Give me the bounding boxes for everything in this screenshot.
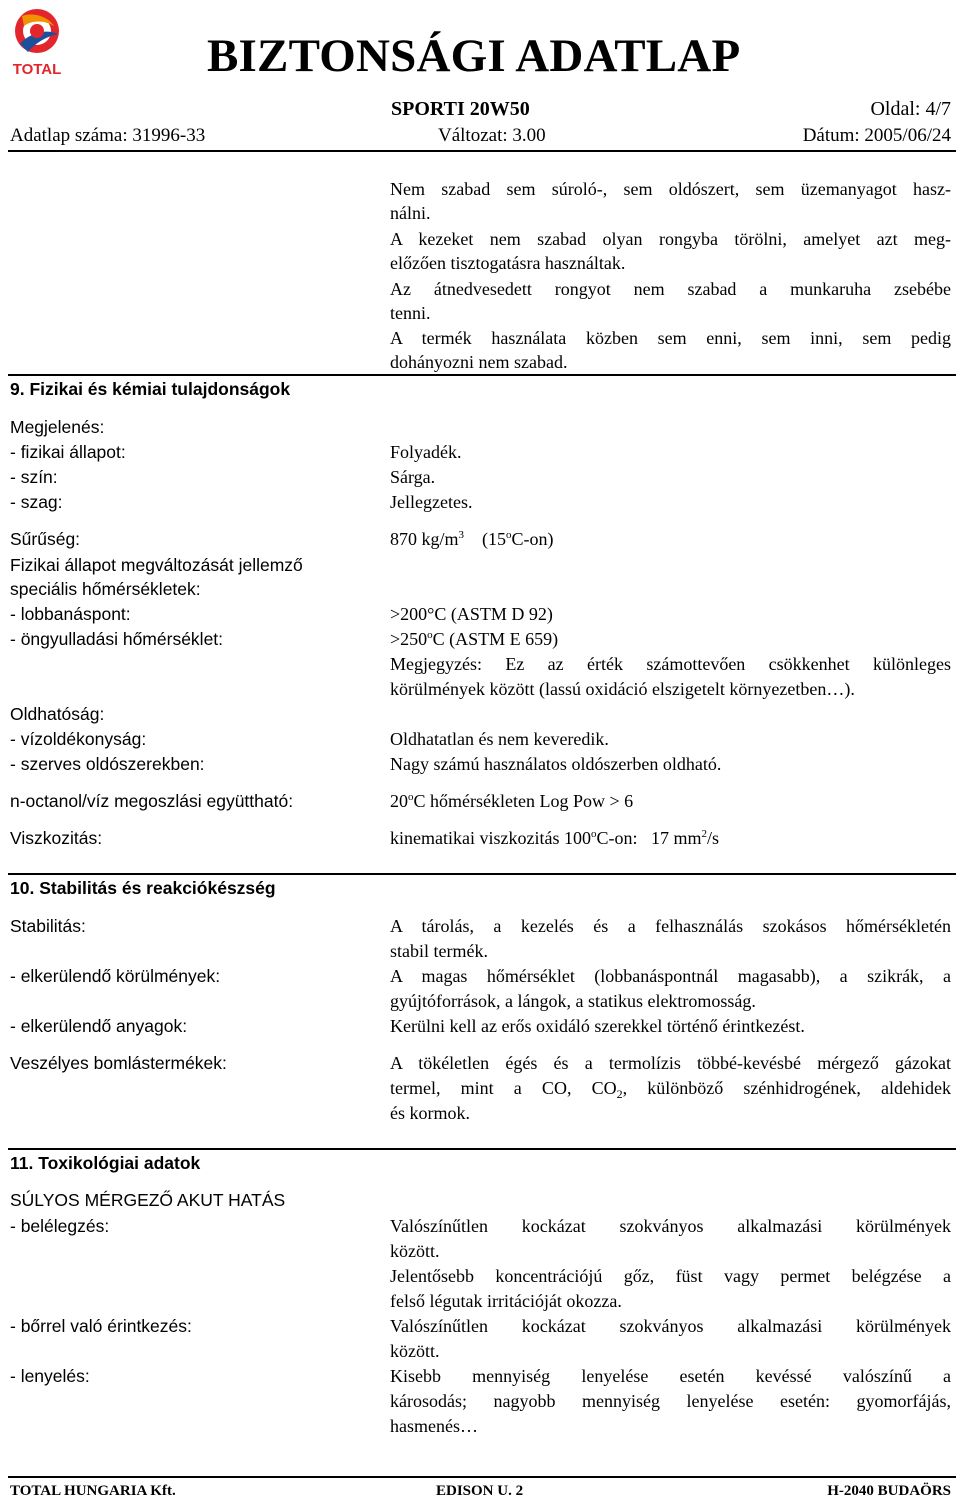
inhalation-label: - belélegzés: — [10, 1216, 110, 1236]
autoignition-label: - öngyulladási hőmérséklet: — [10, 629, 224, 649]
decomposition-text: termel, mint a CO, $CO_2$, különböző szénhidrogének, aldehidek — [390, 1078, 951, 1101]
decomposition-label: Veszélyes bomlástermékek: — [10, 1053, 227, 1073]
color-label: - szín: — [10, 467, 58, 487]
conditions-label: - elkerülendő körülmények: — [10, 966, 221, 986]
stability-text: stabil termék. — [390, 941, 488, 961]
inhalation-text: Valószínűtlen kockázat szokványos alkalmazási körülmények — [390, 1216, 951, 1236]
logo-wordmark: TOTAL — [12, 61, 62, 78]
handling-line: nálni. — [390, 203, 431, 223]
ingestion-text: Kisebb mennyiség lenyelése esetén kevéssé valószínű a — [390, 1366, 951, 1386]
total-logo — [6, 4, 68, 78]
autoignition-value: $>250^oC$ (ASTM E 659) — [390, 629, 559, 649]
state-value: Folyadék. — [390, 442, 462, 462]
stability-text: A tárolás, a kezelés és a felhasználás szokásos hőmérsékletén — [390, 916, 951, 936]
color-value: Sárga. — [390, 467, 436, 487]
handling-line: előzően tisztogatásra használtak. — [390, 253, 626, 273]
section-9-title: 9. Fizikai és kémiai tulajdonságok — [10, 379, 291, 399]
section-10-divider — [8, 873, 956, 875]
ingestion-text: hasmenés… — [390, 1416, 478, 1436]
density-label: Sűrűség: — [10, 529, 81, 549]
page-number: Oldal: 4/7 — [870, 98, 951, 120]
viscosity-label: Viszkozitás: — [10, 828, 103, 848]
appearance-label: Megjelenés: — [10, 417, 105, 437]
water-solubility-value: Oldhatatlan és nem keveredik. — [390, 729, 609, 749]
footer-city: H-2040 BUDAÖRS — [827, 1483, 951, 1499]
autoignition-note: körülmények között (lassú oxidáció elszigetelt környezetben…). — [390, 679, 855, 699]
skin-contact-label: - bőrrel való érintkezés: — [10, 1316, 192, 1336]
ingestion-label: - lenyelés: — [10, 1366, 90, 1386]
handling-line: Nem szabad sem súroló-, sem oldószert, sem üzemanyagot hasz- — [390, 179, 951, 199]
organic-solubility-value: Nagy számú használatos oldószerben oldható. — [390, 754, 722, 774]
version: Változat: 3.00 — [438, 125, 546, 146]
state-label: - fizikai állapot: — [10, 442, 126, 462]
document-title: BIZTONSÁGI ADATLAP — [207, 30, 741, 82]
acute-heading: SÚLYOS MÉRGEZŐ AKUT HATÁS — [10, 1190, 286, 1210]
inhalation-text: felső légutak irritációját okozza. — [390, 1291, 622, 1311]
section-11-divider — [8, 1148, 956, 1150]
logpow-value: 20$^o$C hőmérsékleten Log Pow > 6 — [390, 791, 634, 811]
autoignition-note: Megjegyzés: Ez az érték számottevően csökkenhet különleges — [390, 654, 951, 674]
organic-solubility-label: - szerves oldószerekben: — [10, 754, 205, 774]
handling-line: tenni. — [390, 303, 431, 323]
conditions-text: A magas hőmérséklet (lobbanáspontnál magasabb), a szikrák, a — [390, 966, 951, 986]
sheet-number: Adatlap száma: 31996-33 — [10, 125, 206, 146]
odor-label: - szag: — [10, 492, 63, 512]
phase-label-1: Fizikai állapot megváltozását jellemző — [10, 555, 303, 575]
footer-company: TOTAL HUNGARIA Kft. — [10, 1483, 176, 1499]
footer-street: EDISON U. 2 — [436, 1483, 524, 1499]
skin-contact-text: Valószínűtlen kockázat szokványos alkalmazási körülmények — [390, 1316, 951, 1336]
header-divider — [8, 150, 956, 152]
handling-line: dohányozni nem szabad. — [390, 352, 568, 372]
logpow-label: n-octanol/víz megoszlási együttható: — [10, 791, 294, 811]
handling-line: A termék használata közben sem enni, sem inni, sem pedig — [390, 328, 951, 348]
solubility-label: Oldhatóság: — [10, 704, 105, 724]
materials-label: - elkerülendő anyagok: — [10, 1016, 188, 1036]
footer-divider — [8, 1476, 956, 1478]
decomposition-text: és kormok. — [390, 1103, 470, 1123]
odor-value: Jellegzetes. — [390, 492, 473, 512]
water-solubility-label: - vízoldékonyság: — [10, 729, 147, 749]
section-11-title: 11. Toxikológiai adatok — [10, 1153, 201, 1173]
inhalation-text: Jelentősebb koncentrációjú gőz, füst vagy permet belégzése a — [390, 1266, 951, 1286]
section-9-divider — [8, 374, 956, 376]
density-value: 870 $kg/m^3$ (15$^o$C-on) — [390, 529, 554, 549]
flash-point-value: >200°C (ASTM D 92) — [390, 604, 553, 624]
ingestion-text: károsodás; nagyobb mennyiség lenyelése esetén: gyomorfájás, — [390, 1391, 951, 1411]
phase-label-2: speciális hőmérsékletek: — [10, 579, 201, 599]
stability-label: Stabilitás: — [10, 916, 86, 936]
section-10-title: 10. Stabilitás és reakciókészség — [10, 878, 276, 898]
product-name: SPORTI 20W50 — [391, 98, 530, 120]
materials-text: Kerülni kell az erős oxidáló szerekkel történő érintkezést. — [390, 1016, 805, 1036]
conditions-text: gyújtóforrások, a lángok, a statikus elektromosság. — [390, 991, 756, 1011]
handling-line: A kezeket nem szabad olyan rongyba törölni, amelyet azt meg- — [390, 229, 951, 249]
handling-line: Az átnedvesedett rongyot nem szabad a munkaruha zsebébe — [390, 279, 951, 299]
skin-contact-text: között. — [390, 1341, 440, 1361]
date: Dátum: 2005/06/24 — [802, 125, 951, 146]
flash-point-label: - lobbanáspont: — [10, 604, 131, 624]
decomposition-text: A tökéletlen égés és a termolízis többé-kevésbé mérgező gázokat — [390, 1053, 951, 1073]
inhalation-text: között. — [390, 1241, 440, 1261]
viscosity-value: kinematikai viszkozitás 100$^o$C-on: 17 $mm^2/s$ — [390, 828, 719, 848]
